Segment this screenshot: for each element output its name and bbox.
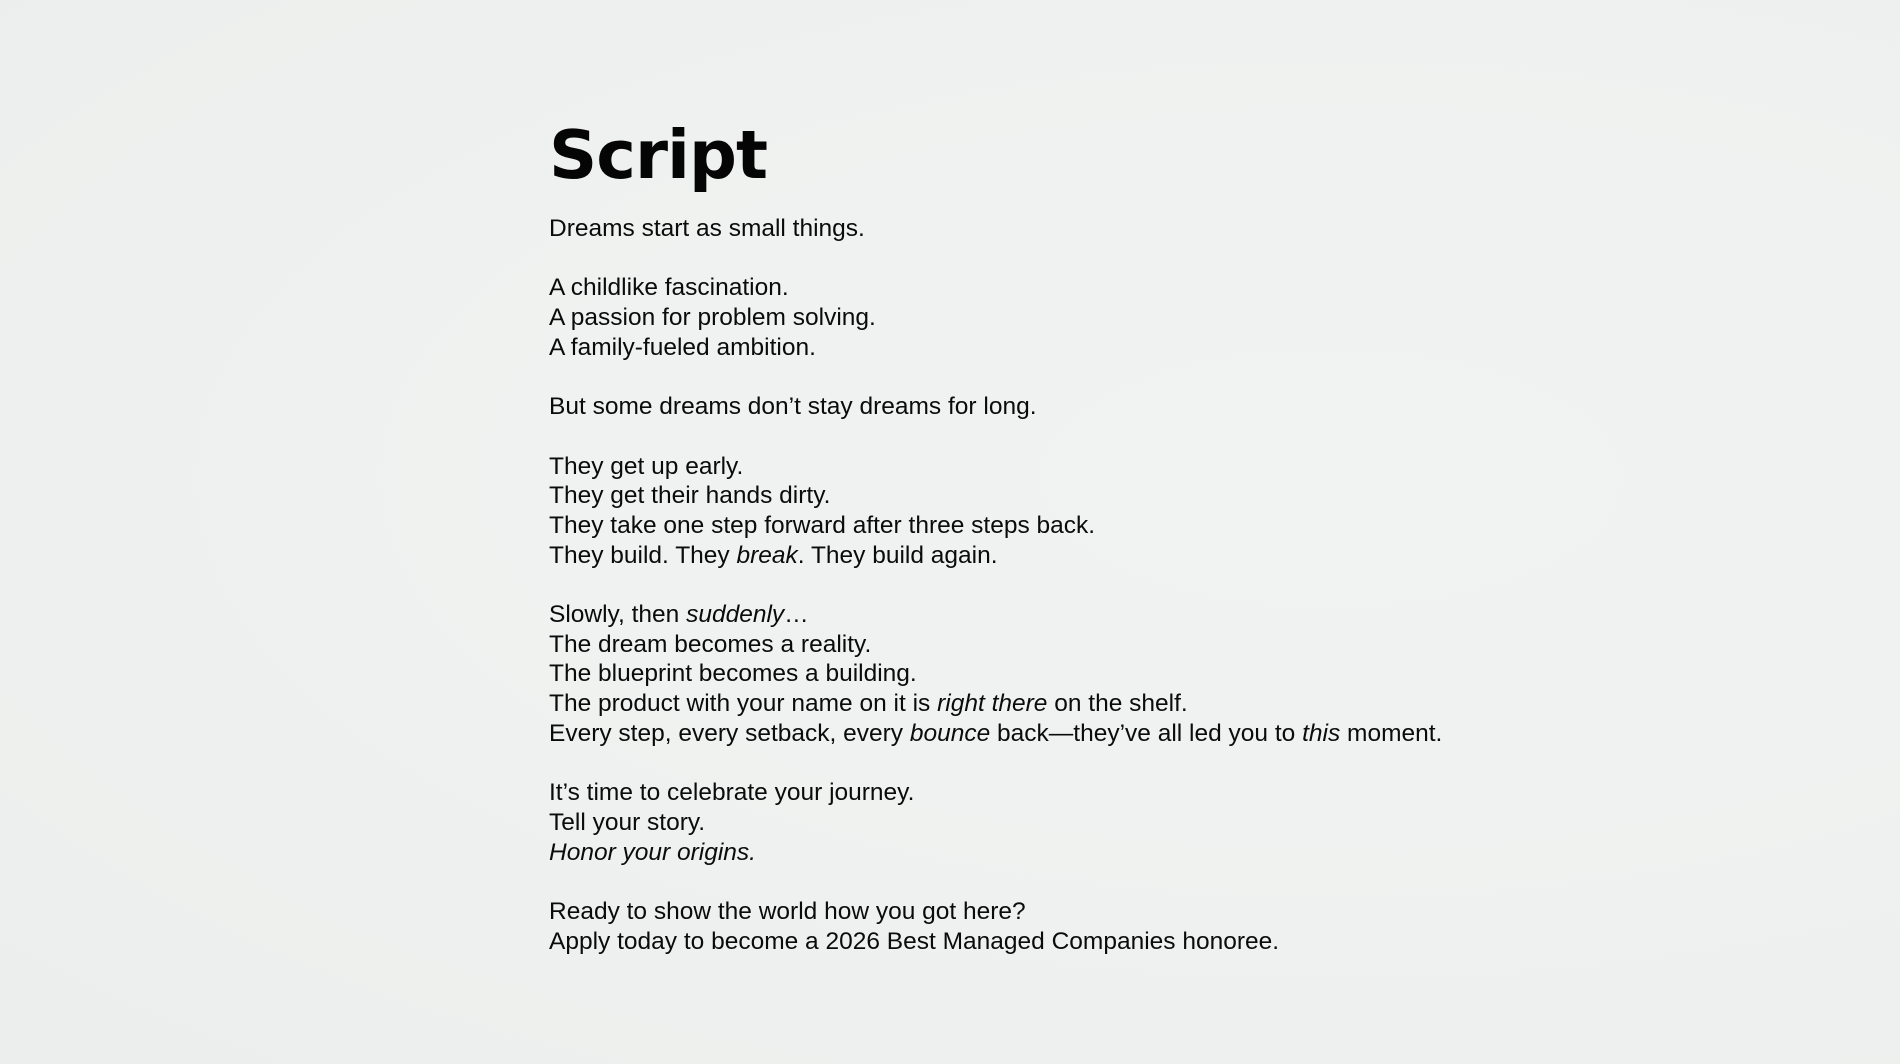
line-text: …: [784, 601, 809, 629]
emphasized-text: bounce: [909, 719, 991, 747]
script-line: [549, 600, 1649, 630]
emphasized-text: this: [1302, 719, 1341, 747]
line-text: They get up early.: [549, 452, 744, 480]
stanza: [549, 273, 1649, 362]
emphasized-text: break: [736, 541, 798, 569]
script-line: [549, 214, 1649, 244]
line-text: It’s time to celebrate your journey.: [549, 779, 915, 807]
stanza: [549, 600, 1649, 749]
script-line: [549, 511, 1649, 541]
script-line: [549, 630, 1649, 660]
script-line: [549, 392, 1649, 422]
script-line: [549, 541, 1649, 571]
script-line: [549, 778, 1649, 808]
line-text: The blueprint becomes a building.: [549, 660, 917, 688]
script-line: [549, 719, 1649, 749]
script-line: [549, 659, 1649, 689]
stanza: [549, 452, 1649, 571]
script-line: [549, 273, 1649, 303]
line-text: They build. They: [549, 541, 737, 569]
script-line: [549, 689, 1649, 719]
script-line: [549, 452, 1649, 482]
line-text: The product with your name on it is: [549, 690, 938, 718]
stanza: [549, 778, 1649, 867]
line-text: They get their hands dirty.: [549, 482, 831, 510]
script-line: [549, 927, 1649, 957]
script-body: [549, 214, 1649, 956]
script-line: [549, 481, 1649, 511]
script-line: [549, 808, 1649, 838]
script-line: [549, 838, 1649, 868]
line-text: . They build again.: [797, 541, 998, 569]
line-text: A passion for problem solving.: [549, 304, 876, 332]
line-text: But some dreams don’t stay dreams for long.: [549, 393, 1037, 421]
line-text: Tell your story.: [549, 808, 706, 836]
line-text: Every step, every setback, every: [549, 719, 910, 747]
line-text: Dreams start as small things.: [549, 215, 865, 242]
line-text: Slowly, then: [549, 601, 687, 629]
script-page: [549, 117, 1649, 986]
line-text: Apply today to become a 2026 Best Managed Companies honoree.: [549, 927, 1280, 955]
emphasized-text: Honor your origins.: [549, 838, 756, 866]
line-text: Ready to show the world how you got here?: [549, 898, 1026, 926]
emphasized-text: suddenly: [686, 601, 785, 629]
script-line: [549, 897, 1649, 927]
stanza: [549, 214, 1649, 244]
line-text: The dream becomes a reality.: [549, 630, 872, 658]
line-text: on the shelf.: [1047, 690, 1188, 718]
stanza: [549, 897, 1649, 956]
script-line: [549, 333, 1649, 363]
line-text: A childlike fascination.: [549, 274, 789, 302]
emphasized-text: right there: [937, 690, 1048, 718]
page-title: Script: [549, 116, 767, 194]
line-text: moment.: [1340, 719, 1443, 747]
line-text: A family-fueled ambition.: [549, 333, 816, 361]
line-text: They take one step forward after three steps back.: [549, 511, 1096, 539]
stanza: [549, 392, 1649, 422]
line-text: back—they’ve all led you to: [990, 719, 1303, 747]
script-line: [549, 303, 1649, 333]
